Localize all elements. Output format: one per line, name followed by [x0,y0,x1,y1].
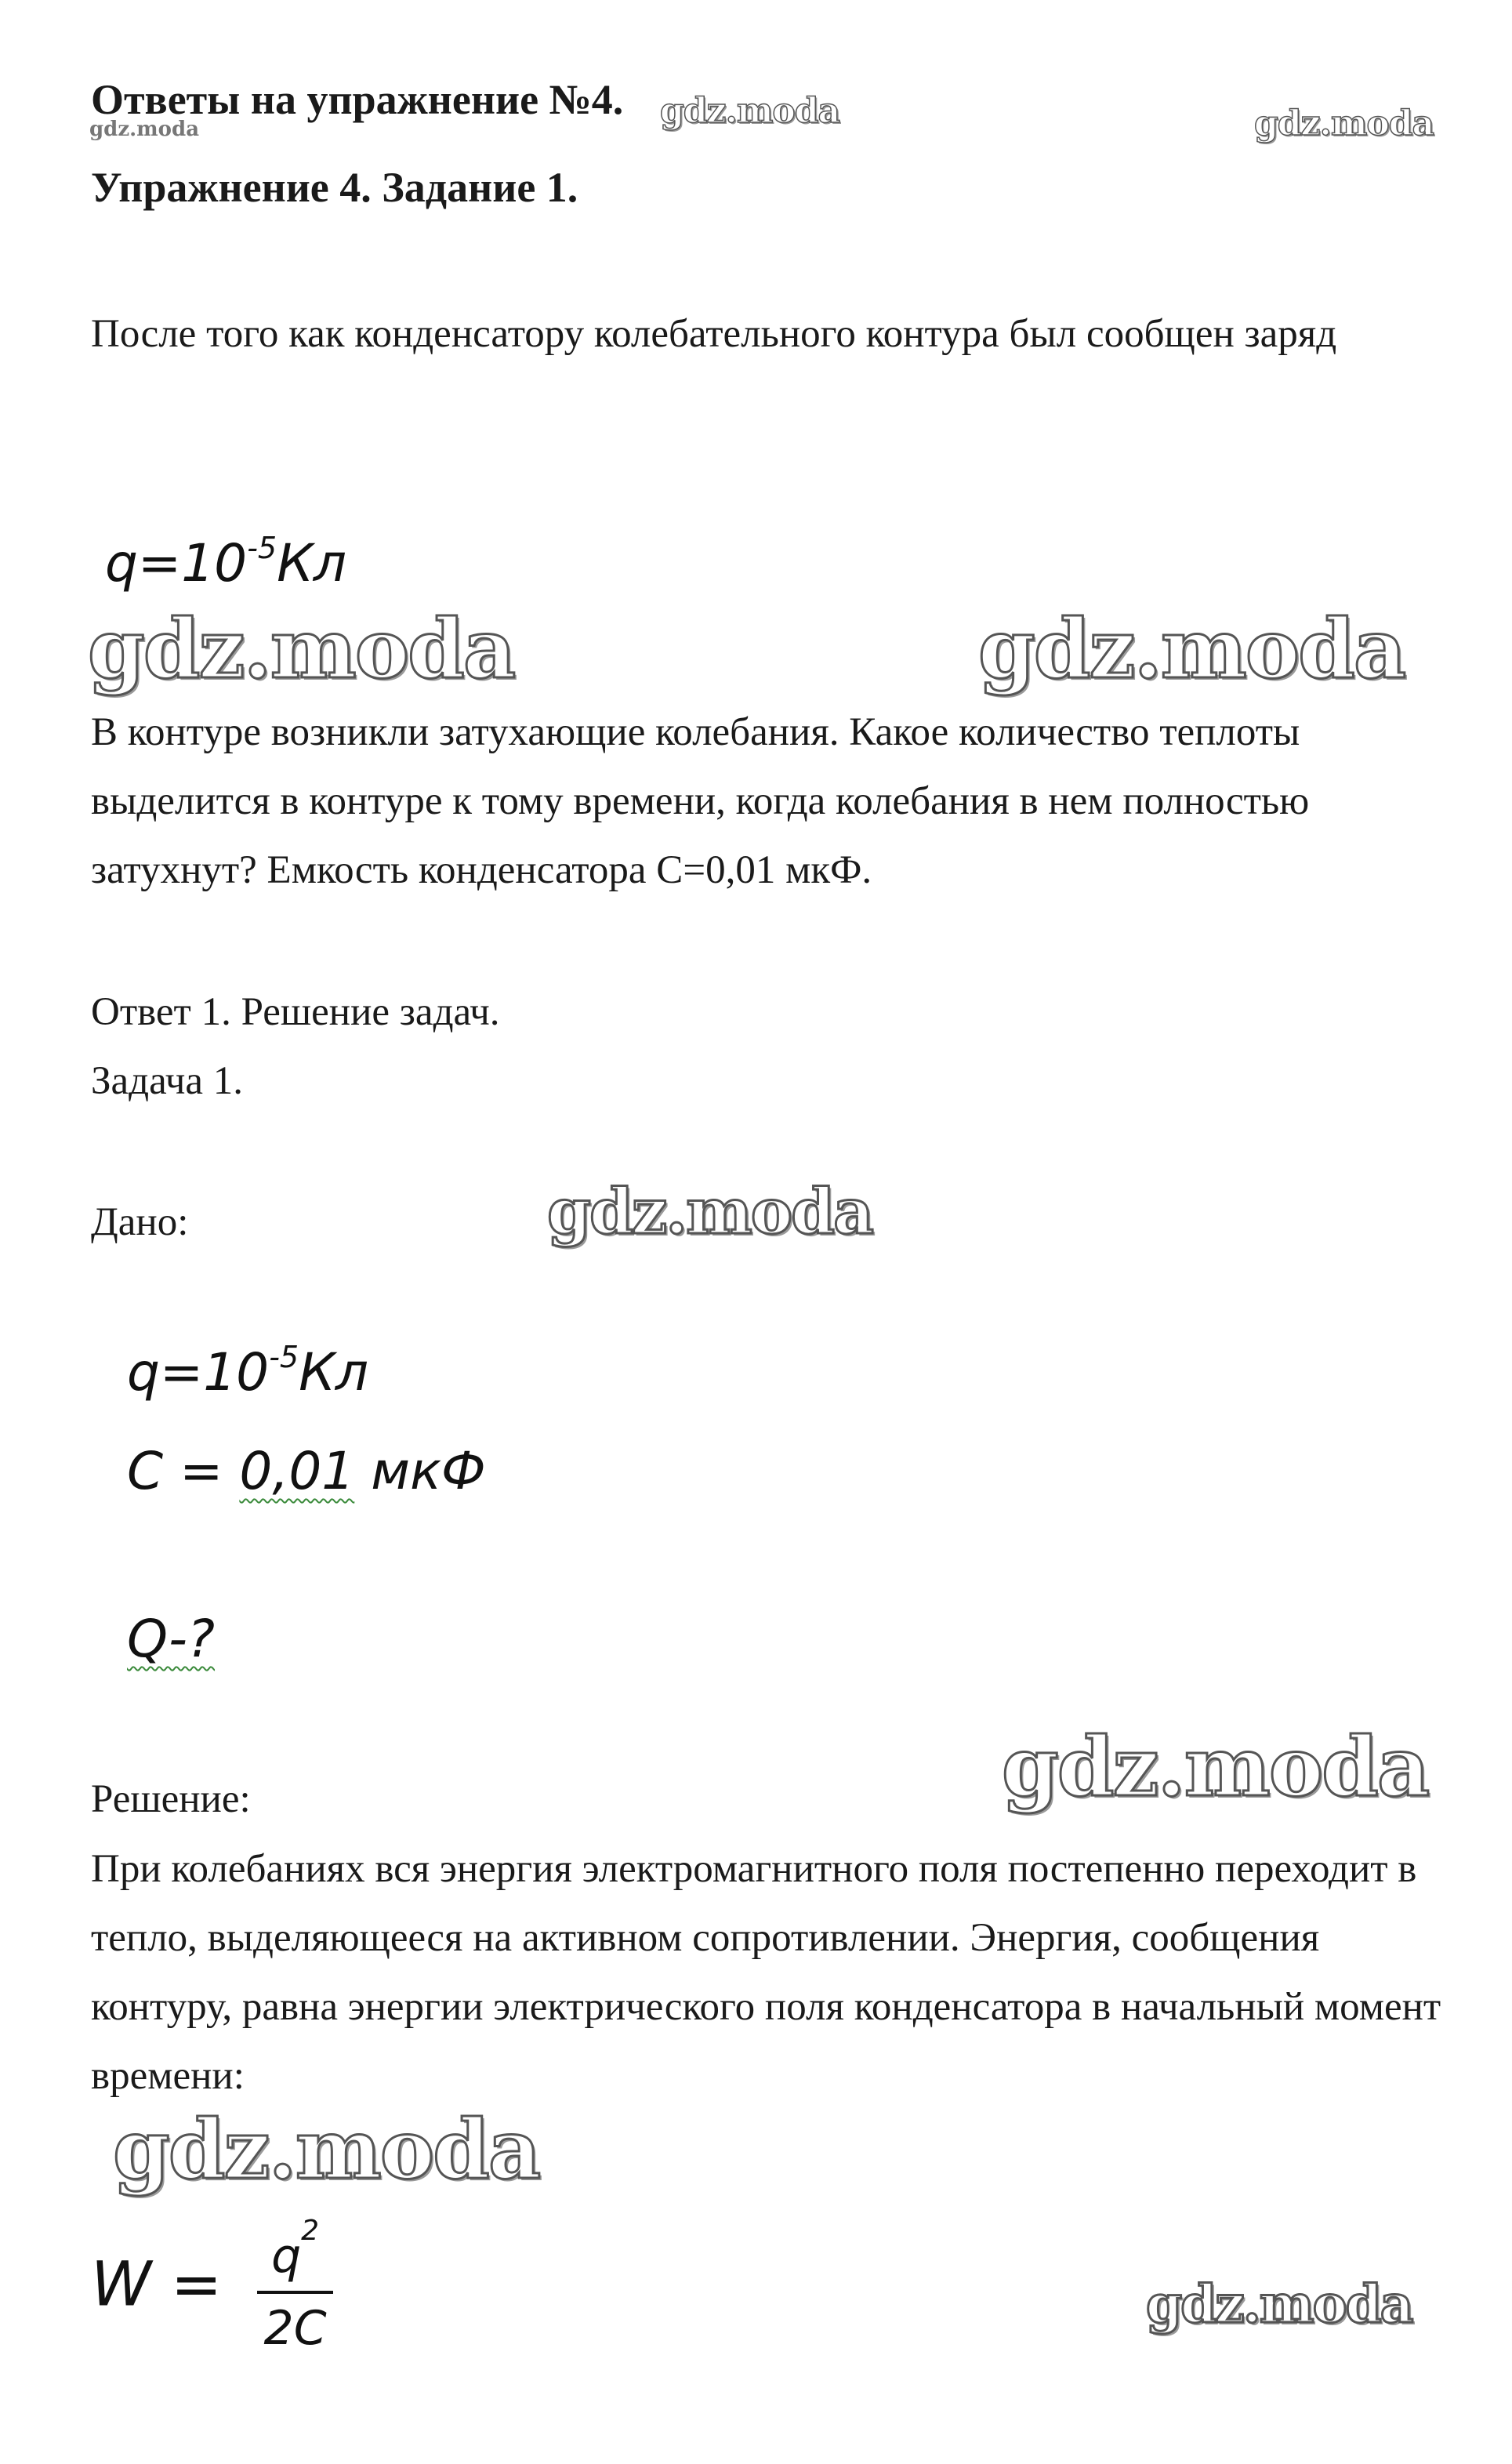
watermark: gdz.moda [1254,103,1434,143]
watermark: gdz.moda [113,2101,540,2197]
energy-formula-denominator: 2C [263,2301,327,2356]
energy-formula [91,2215,333,2361]
given-capacity-value: 0,01 [239,1441,355,1501]
watermark: gdz.moda [88,601,515,697]
watermark: gdz.moda [660,91,840,131]
watermark: gdz.moda [1146,2273,1412,2335]
given-charge-unit: Кл [299,1342,369,1403]
page-title: Ответы на упражнение №4. [91,76,624,123]
watermark: gdz.moda [547,1174,872,1248]
energy-formula-fraction [257,2215,333,2361]
watermark-tiny: gdz.moda [89,118,200,141]
watermark: gdz.moda [1002,1718,1429,1815]
energy-formula-lhs: W [91,2249,152,2321]
given-capacity [127,1441,486,1501]
solution-label: Решение: [91,1777,251,1821]
charge-formula [105,533,346,593]
given-find [127,1609,215,1669]
energy-formula-eq: = [170,2249,223,2321]
page-subtitle: Упражнение 4. Задание 1. [91,164,578,211]
energy-formula-num-base: q [271,2229,302,2284]
given-label: Дано: [91,1200,189,1244]
problem-question: В контуре возникли затухающие колебания. Какое количество теплоты выделится в контуре к тому времени, когда колебания в нем полностью затухнут? Емкость конденсатора С=0,01 мкФ. [91,710,1310,892]
task-label: Задача 1. [91,1059,244,1103]
given-charge [127,1342,368,1403]
answer-heading: Ответ 1. Решение задач. [91,990,500,1034]
given-capacity-unit: мкФ [354,1441,486,1501]
given-find-text: Q-? [127,1609,216,1669]
energy-formula-num-exp: 2 [301,2215,320,2247]
watermark: gdz.moda [978,601,1405,697]
given-capacity-prefix: C = [127,1441,240,1501]
charge-formula-unit: Кл [277,533,347,593]
problem-intro: После того как конденсатору колебательного контура был сообщен заряд [91,312,1337,356]
given-charge-base: q=10 [127,1342,270,1403]
charge-formula-exp: -5 [247,531,277,565]
solution-text: При колебаниях вся энергия электромагнитного поля постепенно переходит в тепло, выделяющееся на активном сопротивлении. Энергия, сообщения контуру, равна энергии электрического поля конденсатора в начальный момент времени: [91,1847,1441,2098]
charge-formula-base: q=10 [105,533,248,593]
energy-formula-numerator [257,2215,333,2294]
given-charge-exp: -5 [269,1340,299,1374]
